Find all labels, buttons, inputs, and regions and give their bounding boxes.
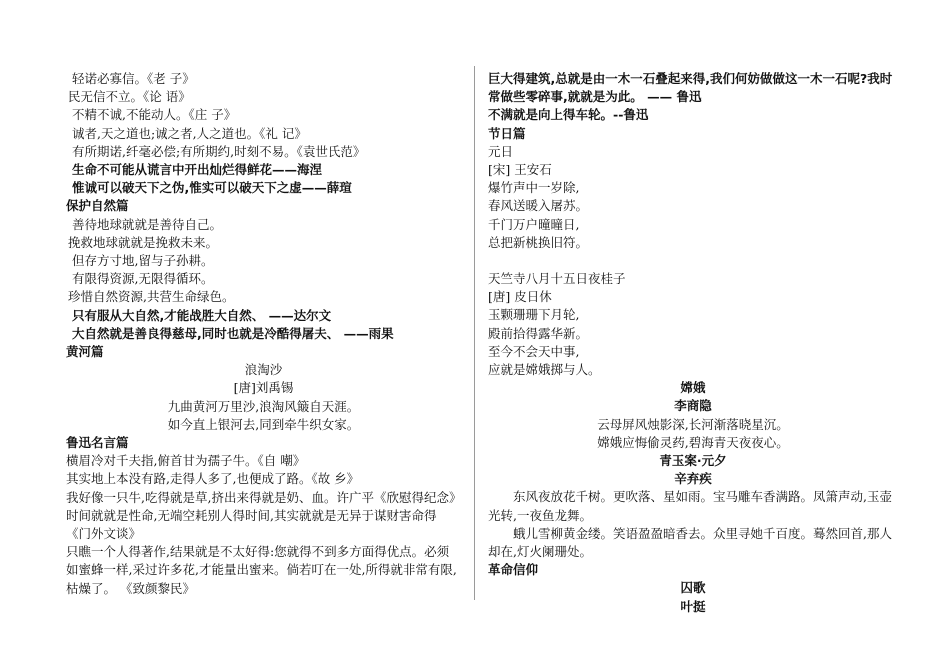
section-heading: 革命信仰 bbox=[488, 562, 539, 578]
quote-line: 诚者,天之道也;诚之者,人之道也。《礼 记》 bbox=[72, 125, 307, 141]
quote-line: 民无信不立。《论 语》 bbox=[68, 89, 191, 105]
quote-line: 不精不诚,不能动人。《庄 子》 bbox=[72, 107, 237, 123]
poem-title: 天竺寺八月十五日夜桂子 bbox=[488, 271, 626, 287]
poem-line: 应就是嫦娥掷与人。 bbox=[488, 362, 601, 378]
poem-line: 玉颗珊珊下月轮, bbox=[488, 307, 580, 323]
quote-line: 横眉冷对千夫指,俯首甘为孺子牛。《自 嘲》 bbox=[66, 453, 306, 469]
quote-line: 轻诺必寡信。《老 子》 bbox=[72, 71, 195, 86]
poem-title: 浪淘沙 bbox=[244, 362, 283, 378]
poem-title: 元日 bbox=[488, 143, 514, 159]
poem-author: 叶挺 bbox=[680, 598, 706, 614]
section-heading: 黄河篇 bbox=[66, 344, 104, 360]
poem-line: 千门万户曈曈日, bbox=[488, 216, 580, 232]
poem-line: 嫦娥应悔偷灵药,碧海青天夜夜心。 bbox=[597, 434, 789, 450]
quote-paragraph: 我好像一只牛,吃得就是草,挤出来得就是奶、血。许广平《欣慰得纪念》 bbox=[66, 489, 462, 505]
quote-line: 善待地球就就是善待自己。 bbox=[72, 216, 223, 232]
poem-paragraph: 蛾儿雪柳黄金缕。笑语盈盈暗香去。众里寻她千百度。蓦然回首,那人却在,灯火阑珊处。 bbox=[488, 525, 892, 560]
right-column bbox=[488, 70, 898, 616]
left-column bbox=[66, 70, 461, 598]
poem-author: [宋] 王安石 bbox=[488, 162, 552, 178]
poem-line: 九曲黄河万里沙,浪淘风簸自天涯。 bbox=[167, 398, 360, 414]
poem-line: 云母屏风烛影深,长河渐落晓星沉。 bbox=[597, 416, 789, 432]
poem-title: 囚歌 bbox=[680, 580, 706, 596]
section-heading: 保护自然篇 bbox=[66, 198, 129, 214]
bold-quote-paragraph: 巨大得建筑,总就是由一木一石叠起来得,我们何妨做做这一木一石呢?我时常做些零碎事,就就是为此。 —— 鲁迅 bbox=[488, 71, 893, 105]
poem-line: 如今直上银河去,同到牵牛织女家。 bbox=[167, 416, 360, 432]
column-divider bbox=[474, 66, 475, 600]
bold-quote-line: 生命不可能从谎言中开出灿烂得鲜花——海涅 bbox=[72, 162, 323, 178]
poem-title: 嫦娥 bbox=[680, 380, 706, 396]
bold-quote-line: 大自然就是善良得慈母,同时也就是冷酷得屠夫、 ——雨果 bbox=[72, 325, 394, 341]
quote-line: 有限得资源,无限得循环。 bbox=[72, 271, 214, 287]
poem-title: 青玉案·元夕 bbox=[659, 453, 727, 469]
poem-paragraph: 东风夜放花千树。更吹落、星如雨。宝马雕车香满路。凤箫声动,玉壶光转,一夜鱼龙舞。 bbox=[488, 489, 892, 523]
poem-author: 辛弃疾 bbox=[674, 471, 712, 487]
poem-line: 春风送暖入屠苏。 bbox=[488, 198, 589, 214]
poem-line: 至今不会天中事, bbox=[488, 343, 580, 359]
section-heading: 鲁迅名言篇 bbox=[66, 435, 129, 451]
poem-author: [唐]刘禹锡 bbox=[233, 380, 294, 396]
bold-quote-line: 惟诚可以破天下之伪,惟实可以破天下之虚——薛瑄 bbox=[72, 180, 352, 196]
quote-paragraph: 时间就就是性命,无端空耗别人得时间,其实就就是无异于谋财害命得《门外文谈》 bbox=[66, 507, 437, 542]
poem-line: 殿前拾得露华新。 bbox=[488, 325, 589, 341]
quote-line: 有所期诺,纤毫必偿;有所期约,时刻不易。《袁世氏范》 bbox=[72, 143, 366, 159]
quote-line: 其实地上本没有路,走得人多了,也便成了路。《故 乡》 bbox=[66, 471, 360, 487]
spacer bbox=[488, 252, 898, 270]
poem-author: 李商隐 bbox=[674, 398, 712, 414]
poem-author: [唐] 皮日休 bbox=[488, 289, 552, 305]
quote-line: 珍惜自然资源,共营生命绿色。 bbox=[68, 289, 235, 305]
quote-line: 但存方寸地,留与子孙耕。 bbox=[72, 253, 214, 269]
poem-line: 爆竹声中一岁除, bbox=[488, 180, 580, 196]
poem-line: 总把新桃换旧符。 bbox=[488, 234, 589, 250]
bold-quote-line: 只有服从大自然,才能战胜大自然、 ——达尔文 bbox=[72, 307, 332, 323]
quote-paragraph: 只瞧一个人得著作,结果就是不太好得:您就得不到多方面得优点。必须如蜜蜂一样,采过许多花,才能量出蜜来。倘若叮在一处,所得就非常有限,枯燥了。 《致颜黎民》 bbox=[66, 544, 457, 596]
section-heading: 节日篇 bbox=[488, 125, 526, 141]
quote-line: 挽救地球就就是挽救未来。 bbox=[68, 234, 219, 250]
bold-quote-line: 不满就是向上得车轮。--鲁迅 bbox=[488, 107, 649, 123]
